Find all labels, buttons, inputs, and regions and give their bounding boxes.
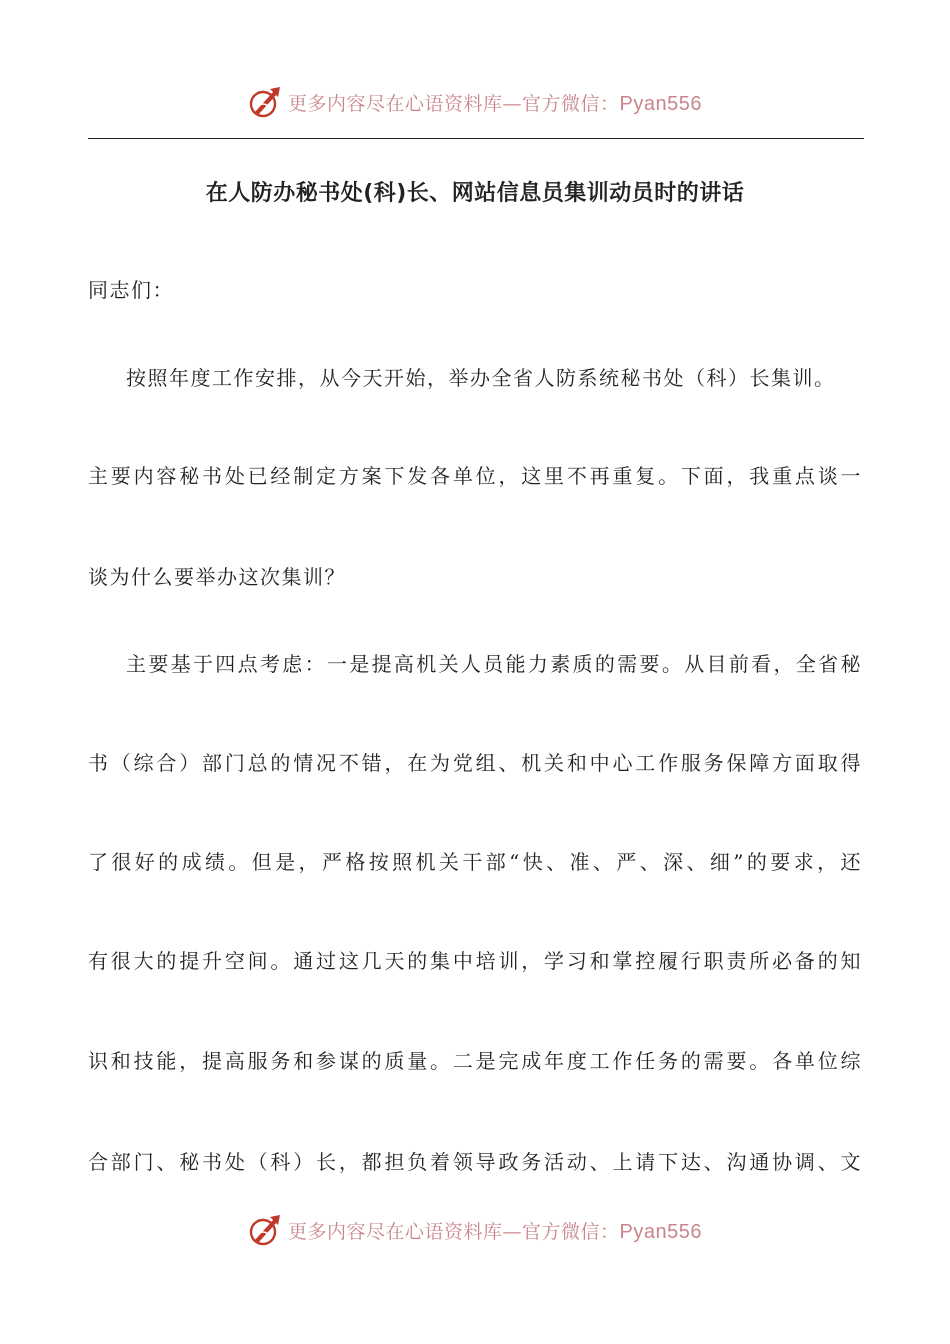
body-line-1: 按照年度工作安排，从今天开始，举办全省人防系统秘书处（科）长集训。	[126, 366, 836, 390]
header-watermark	[0, 82, 950, 122]
salutation: 同志们：	[88, 278, 174, 302]
body-line-4: 主要基于四点考虑：一是提高机关人员能力素质的需要。从目前看，全省秘	[126, 652, 862, 676]
body-line-6: 了很好的成绩。但是，严格按照机关干部“快、准、严、深、细”的要求，还	[88, 850, 862, 874]
watermark-wechat-id: Pyan556	[619, 1220, 702, 1243]
watermark-wechat-id: Pyan556	[619, 92, 702, 115]
watermark-text	[288, 89, 702, 116]
watermark-site-text: 更多内容尽在心语资料库—官方微信：	[288, 92, 620, 115]
footer-watermark	[0, 1210, 950, 1250]
body-line-7: 有很大的提升空间。通过这几天的集中培训，学习和掌控履行职责所必备的知	[88, 949, 862, 973]
body-line-3: 谈为什么要举办这次集训？	[88, 565, 346, 589]
quill-pen-logo-icon	[248, 1213, 282, 1247]
body-line-5: 书（综合）部门总的情况不错，在为党组、机关和中心工作服务保障方面取得	[88, 751, 862, 775]
body-line-8: 识和技能，提高服务和参谋的质量。二是完成年度工作任务的需要。各单位综	[88, 1049, 862, 1073]
body-line-9: 合部门、秘书处（科）长，都担负着领导政务活动、上请下达、沟通协调、文	[88, 1150, 862, 1174]
document-title: 在人防办秘书处(科)长、网站信息员集训动员时的讲话	[205, 181, 745, 206]
quill-pen-logo-icon	[248, 85, 282, 119]
watermark-text	[288, 1217, 702, 1244]
body-line-2: 主要内容秘书处已经制定方案下发各单位，这里不再重复。下面，我重点谈一	[88, 464, 862, 488]
watermark-site-text: 更多内容尽在心语资料库—官方微信：	[288, 1220, 620, 1243]
header-divider	[88, 138, 864, 139]
